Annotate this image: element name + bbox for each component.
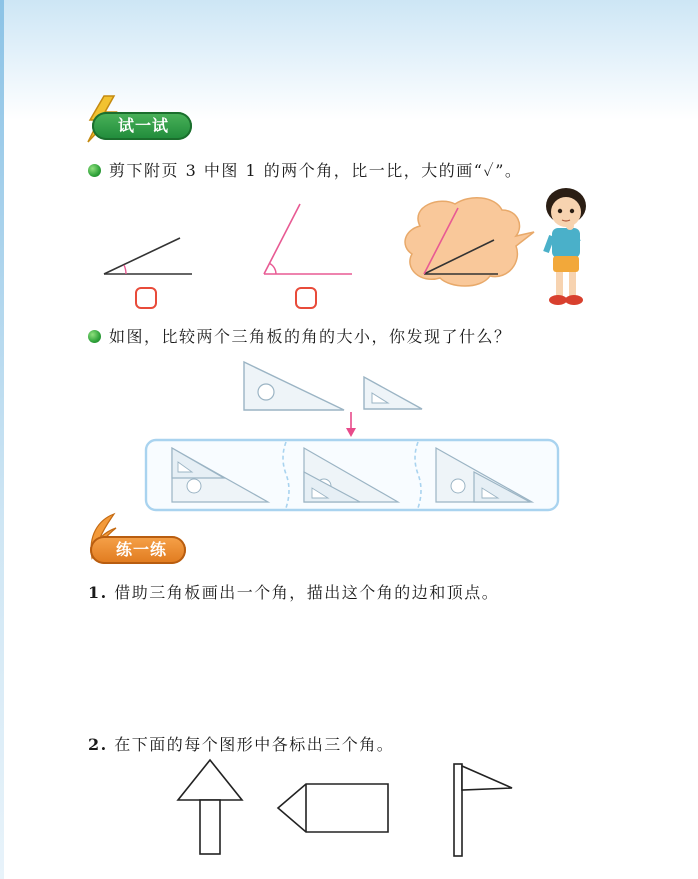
- pencil-shape-figure[interactable]: [276, 782, 390, 834]
- question-1-number: 1.: [88, 583, 108, 602]
- try-item-1-text: 剪下附页 3 中图 1 的两个角，比一比，大的画“✓”。: [109, 161, 523, 180]
- question-2-text: 在下面的每个图形中各标出三个角。: [114, 735, 395, 754]
- comparison-panel: [144, 438, 560, 512]
- section-label-try: 试一试: [118, 116, 170, 135]
- large-set-square: [242, 360, 346, 412]
- green-bullet-icon: [88, 330, 101, 343]
- section-badge-practice: [90, 536, 186, 564]
- section-label-practice: 练一练: [116, 540, 168, 559]
- small-angle-figure: [100, 232, 200, 282]
- answer-box-angle-1[interactable]: [135, 287, 157, 309]
- practice-question-1: [88, 582, 499, 604]
- boy-illustration: [536, 184, 596, 308]
- down-arrow-icon: [344, 412, 358, 438]
- thought-bubble: [400, 196, 540, 290]
- try-item-2-text: 如图，比较两个三角板的角的大小，你发现了什么？: [109, 327, 512, 346]
- flag-shape-figure[interactable]: [452, 762, 514, 858]
- arrow-shape-figure[interactable]: [176, 758, 244, 856]
- try-item-1: [88, 160, 522, 182]
- small-set-square: [362, 375, 424, 411]
- left-margin-stripe: [0, 0, 4, 879]
- practice-question-2: [88, 734, 394, 756]
- question-1-text: 借助三角板画出一个角，描出这个角的边和顶点。: [114, 583, 500, 602]
- green-bullet-icon: [88, 164, 101, 177]
- question-2-number: 2.: [88, 735, 108, 754]
- section-badge-try: [92, 112, 192, 140]
- answer-box-angle-2[interactable]: [295, 287, 317, 309]
- large-angle-figure: [258, 200, 358, 282]
- try-item-2: [88, 326, 512, 348]
